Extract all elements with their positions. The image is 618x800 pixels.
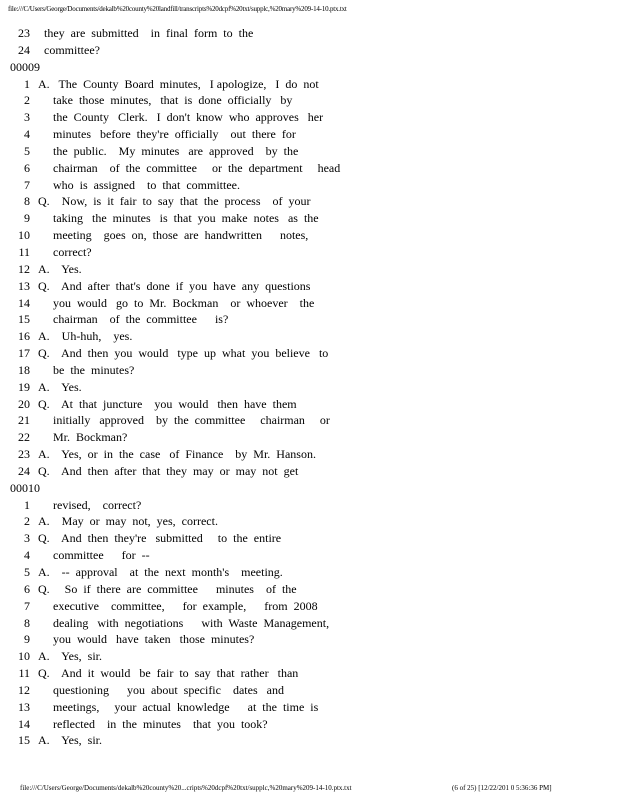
line-number: 1	[24, 497, 30, 512]
line-text: minutes before they're officially out there for	[38, 127, 296, 142]
page-number: 00010	[10, 480, 40, 495]
line-text: chairman of the committee or the department head	[38, 160, 341, 175]
transcript-line	[10, 547, 610, 564]
line-text: A. -- approval at the next month's meeting.	[38, 565, 283, 579]
line-number: 23	[18, 26, 30, 40]
transcript-line	[10, 244, 610, 261]
line-text: Mr. Bockman?	[38, 430, 128, 445]
line-text: taking the minutes is that you make notes as the	[38, 211, 319, 226]
line-number: 14	[18, 295, 30, 310]
line-text: A. Yes.	[38, 261, 82, 276]
line-number: 18	[18, 362, 30, 377]
page-number: 00009	[10, 59, 40, 74]
line-number: 11	[18, 666, 30, 681]
line-text: they are submitted in final form to the	[38, 26, 254, 40]
line-text: initially approved by the committee chairman or	[38, 413, 330, 428]
line-number: 23	[18, 447, 30, 462]
line-text: reflected in the minutes that you took?	[38, 716, 268, 731]
line-text: Q. At that juncture you would then have them	[38, 396, 297, 411]
transcript-line	[10, 497, 610, 514]
line-number: 22	[18, 430, 30, 445]
transcript-line	[10, 261, 610, 278]
line-text: A. Yes, or in the case of Finance by Mr. Hanson.	[38, 447, 316, 462]
transcript-line	[10, 345, 610, 362]
transcript-line	[10, 530, 610, 547]
transcript-line	[10, 446, 610, 463]
line-number: 8	[24, 194, 30, 209]
transcript-line	[10, 699, 610, 716]
line-text: meeting goes on, those are handwritten notes,	[38, 228, 309, 243]
transcript-body	[10, 25, 610, 749]
line-number: 12	[18, 682, 30, 697]
transcript-line	[10, 25, 610, 42]
line-number: 8	[24, 615, 30, 630]
line-number: 9	[24, 632, 30, 647]
transcript-line	[10, 295, 610, 312]
line-text: A. The County Board minutes, I apologize, I do not	[38, 76, 319, 91]
line-text: you would go to Mr. Bockman or whoever the	[38, 295, 315, 310]
page-marker	[10, 480, 610, 497]
transcript-line	[10, 564, 610, 581]
line-number: 6	[24, 160, 30, 175]
line-number: 15	[18, 312, 30, 327]
line-number: 17	[18, 346, 30, 361]
line-text: the County Clerk. I don't know who approves her	[38, 110, 324, 125]
line-number: 5	[24, 565, 30, 579]
line-number: 21	[18, 413, 30, 428]
line-number: 4	[24, 127, 30, 142]
transcript-line	[10, 682, 610, 699]
line-number: 9	[24, 211, 30, 226]
line-number: 1	[24, 76, 30, 91]
transcript-line	[10, 429, 610, 446]
line-number: 10	[18, 649, 30, 664]
footer-file-path: file:///C/Users/George/Documents/dekalb%20county%20...cripts%20dcpf%20txt/supplc,%20mary%209-14-10.ptx.txt	[20, 784, 352, 792]
line-number: 7	[24, 598, 30, 613]
line-number: 13	[18, 278, 30, 293]
line-number: 4	[24, 548, 30, 563]
line-text: be the minutes?	[38, 362, 135, 377]
transcript-line	[10, 126, 610, 143]
line-text: Q. And then after that they may or may not get	[38, 463, 299, 478]
footer-page-info: (6 of 25) [12/22/201 0 5:36:36 PM]	[452, 784, 552, 792]
line-number: 3	[24, 110, 30, 125]
line-number: 11	[18, 244, 30, 259]
line-text: committee for --	[38, 548, 150, 563]
line-number: 5	[24, 143, 30, 158]
line-text: Q. And then they're submitted to the entire	[38, 531, 282, 546]
line-text: take those minutes, that is done officially by	[38, 93, 293, 108]
transcript-line	[10, 227, 610, 244]
transcript-line	[10, 513, 610, 530]
line-text: chairman of the committee is?	[38, 312, 229, 327]
line-number: 2	[24, 514, 30, 529]
transcript-line	[10, 362, 610, 379]
line-number: 14	[18, 716, 30, 731]
transcript-line	[10, 463, 610, 480]
line-number: 12	[18, 261, 30, 276]
line-text: A. Yes, sir.	[38, 649, 103, 664]
line-text: A. May or may not, yes, correct.	[38, 514, 218, 529]
transcript-line	[10, 379, 610, 396]
line-number: 6	[24, 581, 30, 596]
line-text: revised, correct?	[38, 497, 142, 512]
transcript-line	[10, 665, 610, 682]
line-text: Q. Now, is it fair to say that the process of your	[38, 194, 311, 209]
transcript-line	[10, 716, 610, 733]
line-text: meetings, your actual knowledge at the time is	[38, 699, 319, 714]
page-marker	[10, 59, 610, 76]
transcript-line	[10, 92, 610, 109]
transcript-line	[10, 210, 610, 227]
line-text: A. Yes, sir.	[38, 733, 103, 748]
line-number: 19	[18, 379, 30, 394]
line-number: 2	[24, 93, 30, 108]
line-number: 15	[18, 733, 30, 748]
transcript-line	[10, 648, 610, 665]
line-text: the public. My minutes are approved by the	[38, 143, 299, 158]
transcript-line	[10, 412, 610, 429]
line-number: 20	[18, 396, 30, 411]
transcript-line	[10, 109, 610, 126]
header-file-path: file:///C/Users/George/Documents/dekalb%20county%20landfill/transcripts%20dcpf%20txt/supplc,%20mary%209-14-10.ptx.txt	[8, 5, 347, 13]
line-text: correct?	[38, 244, 92, 259]
line-text: you would have taken those minutes?	[38, 632, 255, 647]
transcript-line	[10, 76, 610, 93]
line-number: 24	[18, 463, 30, 478]
transcript-line	[10, 193, 610, 210]
line-text: A. Uh-huh, yes.	[38, 329, 133, 344]
transcript-line	[10, 615, 610, 632]
transcript-line	[10, 732, 610, 749]
line-text: questioning you about specific dates and	[38, 682, 284, 697]
transcript-line	[10, 631, 610, 648]
line-text: Q. And it would be fair to say that rather than	[38, 666, 299, 681]
line-text: Q. So if there are committee minutes of the	[38, 581, 297, 596]
line-text: who is assigned to that committee.	[38, 177, 240, 192]
line-text: Q. And then you would type up what you believe to	[38, 346, 329, 361]
line-text: Q. And after that's done if you have any questions	[38, 278, 311, 293]
line-number: 10	[18, 228, 30, 243]
transcript-line	[10, 278, 610, 295]
line-number: 24	[18, 42, 30, 57]
line-number: 13	[18, 699, 30, 714]
transcript-line	[10, 42, 610, 59]
line-text: executive committee, for example, from 2008	[38, 598, 318, 613]
transcript-line	[10, 177, 610, 194]
line-text: committee?	[38, 42, 100, 57]
line-number: 16	[18, 329, 30, 344]
transcript-line	[10, 581, 610, 598]
line-text: A. Yes.	[38, 379, 82, 394]
line-number: 7	[24, 177, 30, 192]
transcript-line	[10, 396, 610, 413]
transcript-line	[10, 143, 610, 160]
line-number: 3	[24, 531, 30, 546]
transcript-line	[10, 160, 610, 177]
line-text: dealing with negotiations with Waste Management,	[38, 615, 330, 630]
transcript-line	[10, 598, 610, 615]
transcript-line	[10, 311, 610, 328]
transcript-line	[10, 328, 610, 345]
